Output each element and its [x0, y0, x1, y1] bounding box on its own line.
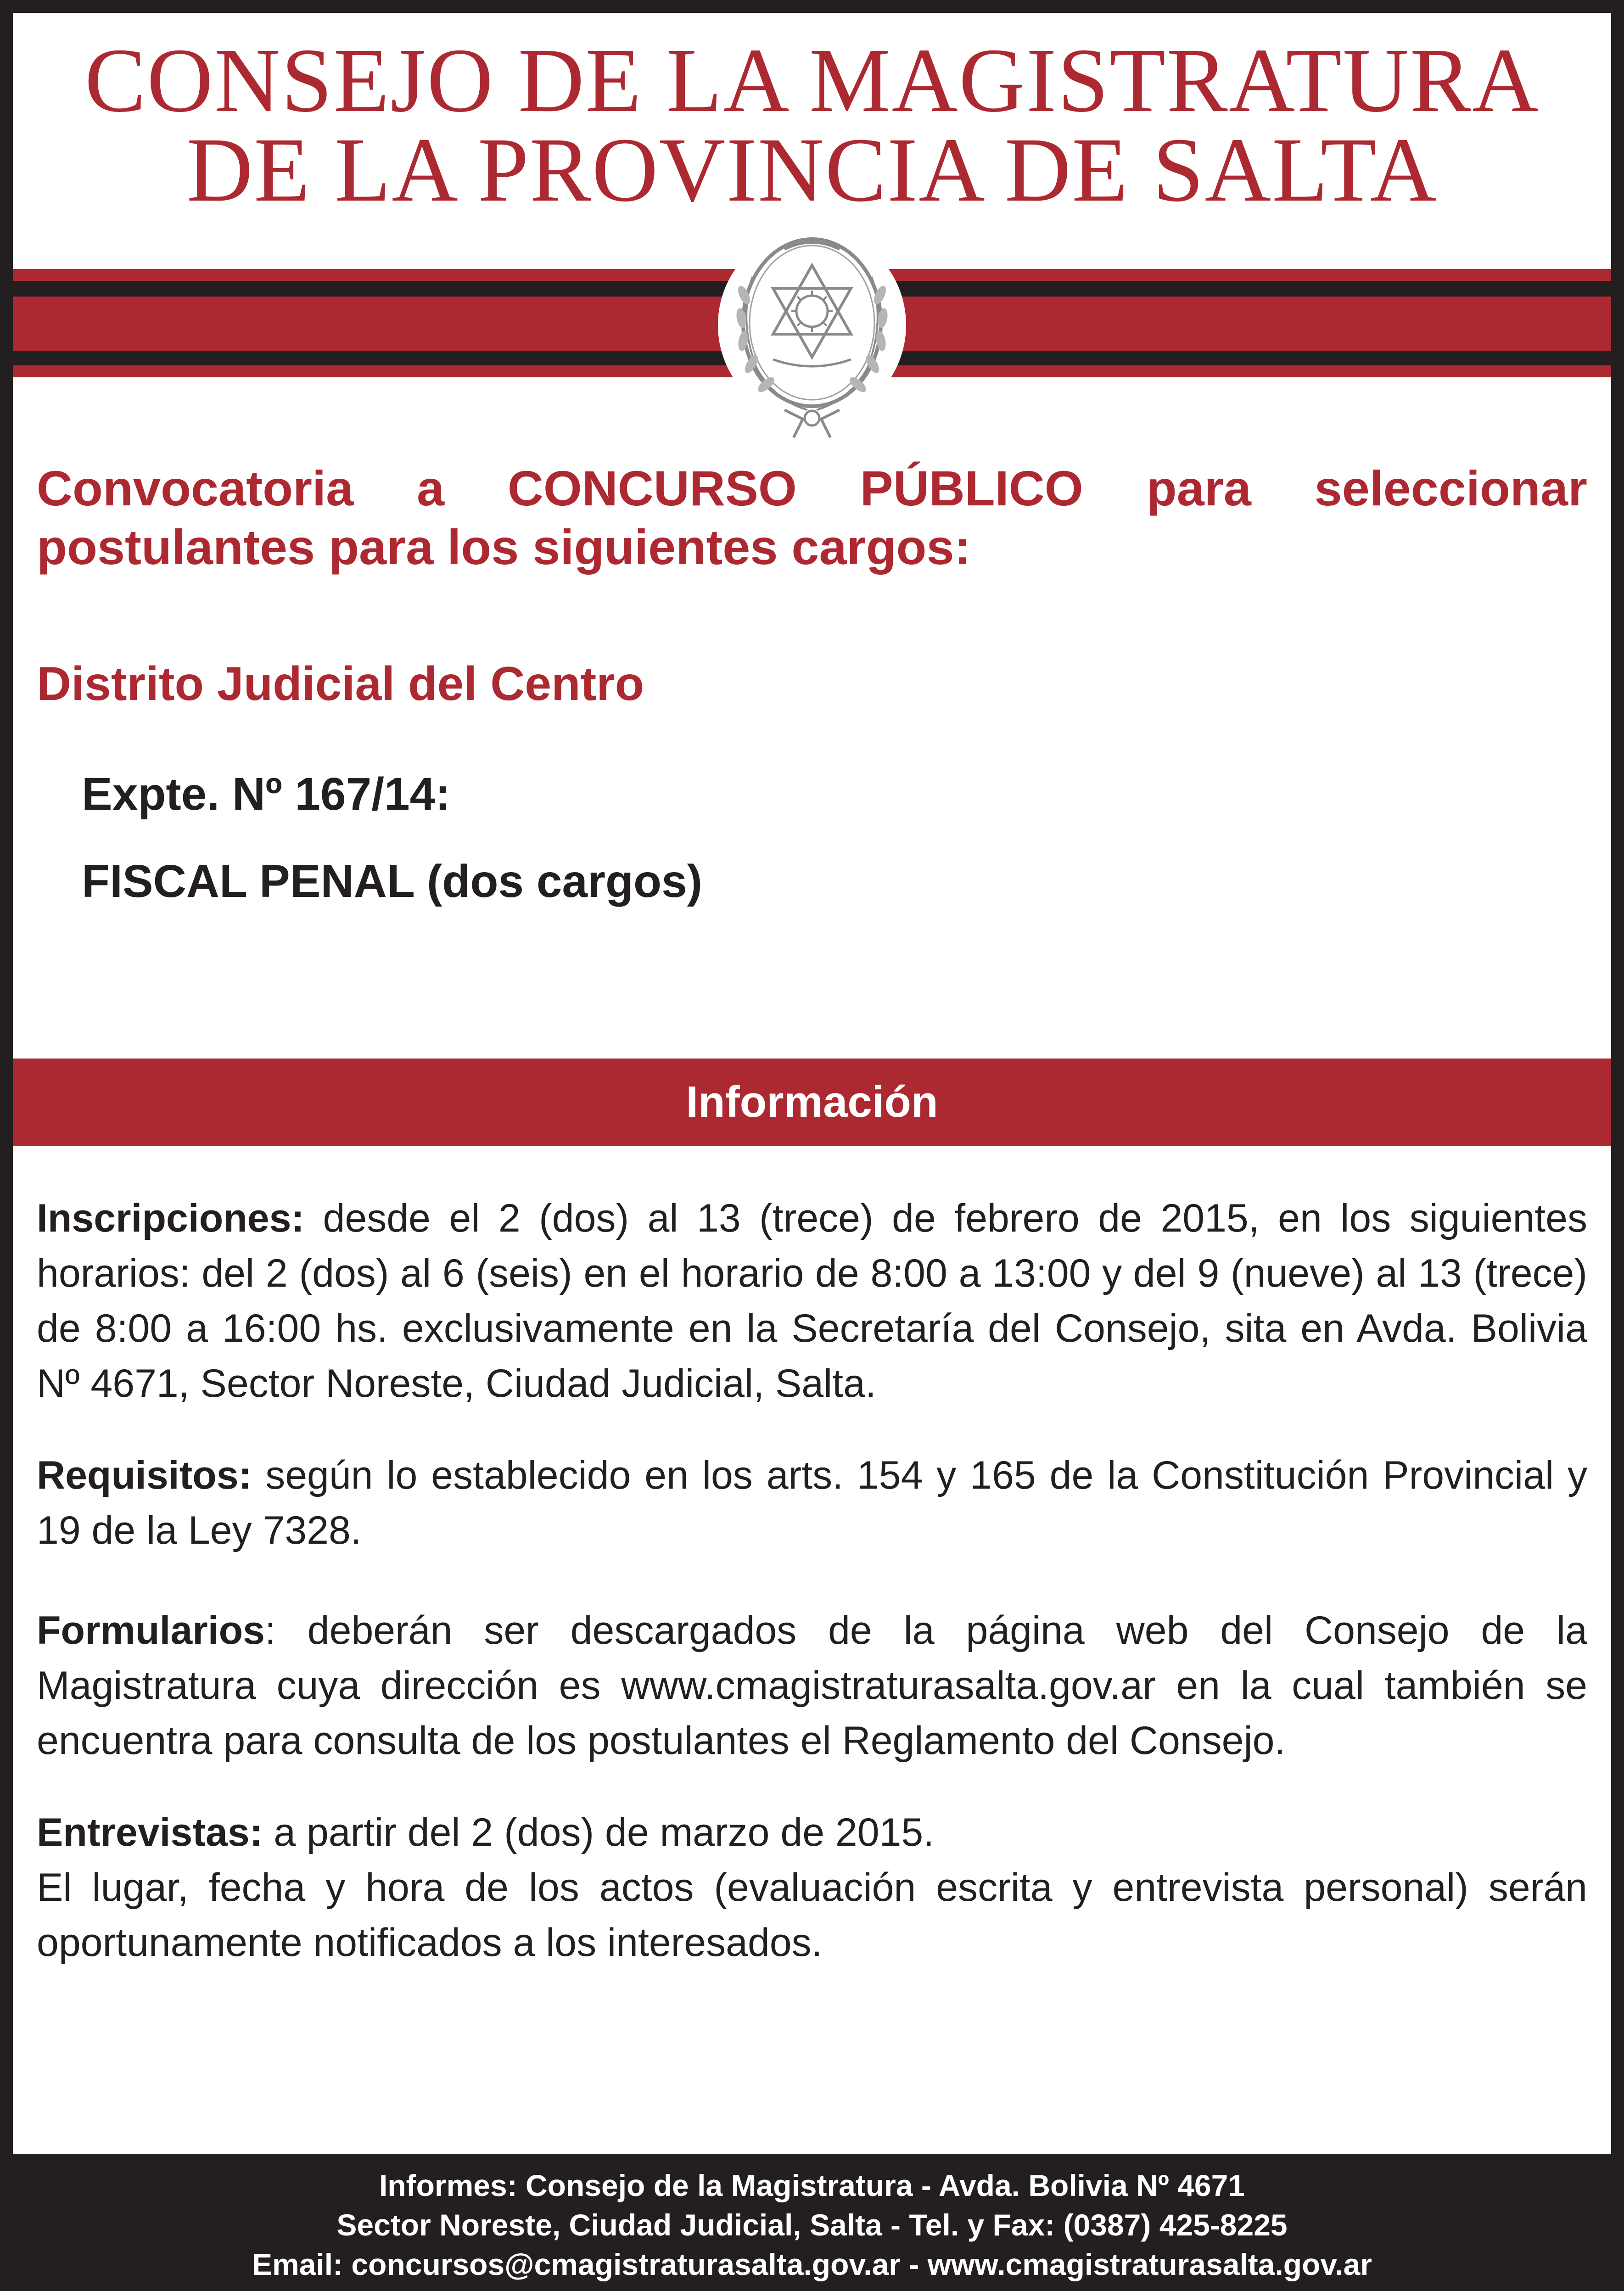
requisitos-paragraph [37, 1448, 1587, 1558]
contact-footer [0, 2154, 1624, 2291]
expediente-number: Expte. Nº 167/14: [82, 768, 451, 820]
entrevistas-text: a partir del 2 (dos) de marzo de 2015. [263, 1810, 935, 1854]
requisitos-label: Requisitos: [37, 1453, 252, 1497]
inscripciones-label: Inscripciones: [37, 1196, 305, 1240]
council-title [13, 30, 1611, 221]
call-line-1: Convocatoria a CONCURSO PÚBLICO para seleccionar [37, 460, 1587, 516]
formularios-label: Formularios [37, 1608, 265, 1652]
call-line-2: postulantes para los siguientes cargos: [37, 519, 971, 575]
inscripciones-text: desde el 2 (dos) al 13 (trece) de febrero de 2015, en los siguientes horarios: del 2 (dos) al 6 (seis) en el horario de 8:00 a 13:00 y del 9 (nueve) al 13 (trece) de 8:00 a 16:00 hs. exclusivamente en la Secretaría del Consejo, sita en Avda. Bolivia Nº 4671, Sector Noreste, Ciudad Judicial, Salta. [37, 1196, 1587, 1406]
council-title-line-2: DE LA PROVINCIA DE SALTA [186, 119, 1438, 221]
judicial-district: Distrito Judicial del Centro [37, 657, 644, 711]
call-for-applications [37, 459, 1587, 577]
requisitos-text: según lo establecido en los arts. 154 y 165 de la Constitución Provincial y 19 de la Ley 7328. [37, 1453, 1587, 1552]
notice-page [13, 13, 1611, 2154]
inscripciones-paragraph [37, 1191, 1587, 1411]
entrevistas-paragraph [37, 1805, 1587, 1970]
entrevistas-line [37, 1805, 1587, 1860]
footer-line-2: Sector Noreste, Ciudad Judicial, Salta - Tel. y Fax: (0387) 425-8225 [336, 2208, 1288, 2242]
formularios-text: : deberán ser descargados de la página web del Consejo de la Magistratura cuya dirección es www.cmagistraturasalta.gov.ar en la cual también se encuentra para consulta de los postulantes el Reglamento del Consejo. [37, 1608, 1587, 1763]
footer-line-1: Informes: Consejo de la Magistratura - Avda. Bolivia Nº 4671 [379, 2168, 1245, 2202]
info-heading: Información [13, 1059, 1611, 1146]
formularios-paragraph [37, 1603, 1587, 1768]
province-coat-of-arms-icon [716, 222, 908, 447]
council-title-line-1: CONSEJO DE LA MAGISTRATURA [84, 30, 1540, 131]
entrevistas-label: Entrevistas: [37, 1810, 263, 1854]
position-title: FISCAL PENAL (dos cargos) [82, 856, 703, 907]
entrevistas-note: El lugar, fecha y hora de los actos (evaluación escrita y entrevista personal) serán oportunamente notificados a los interesados. [37, 1865, 1587, 1965]
footer-line-3: Email: concursos@cmagistraturasalta.gov.ar - www.cmagistraturasalta.gov.ar [252, 2247, 1372, 2281]
